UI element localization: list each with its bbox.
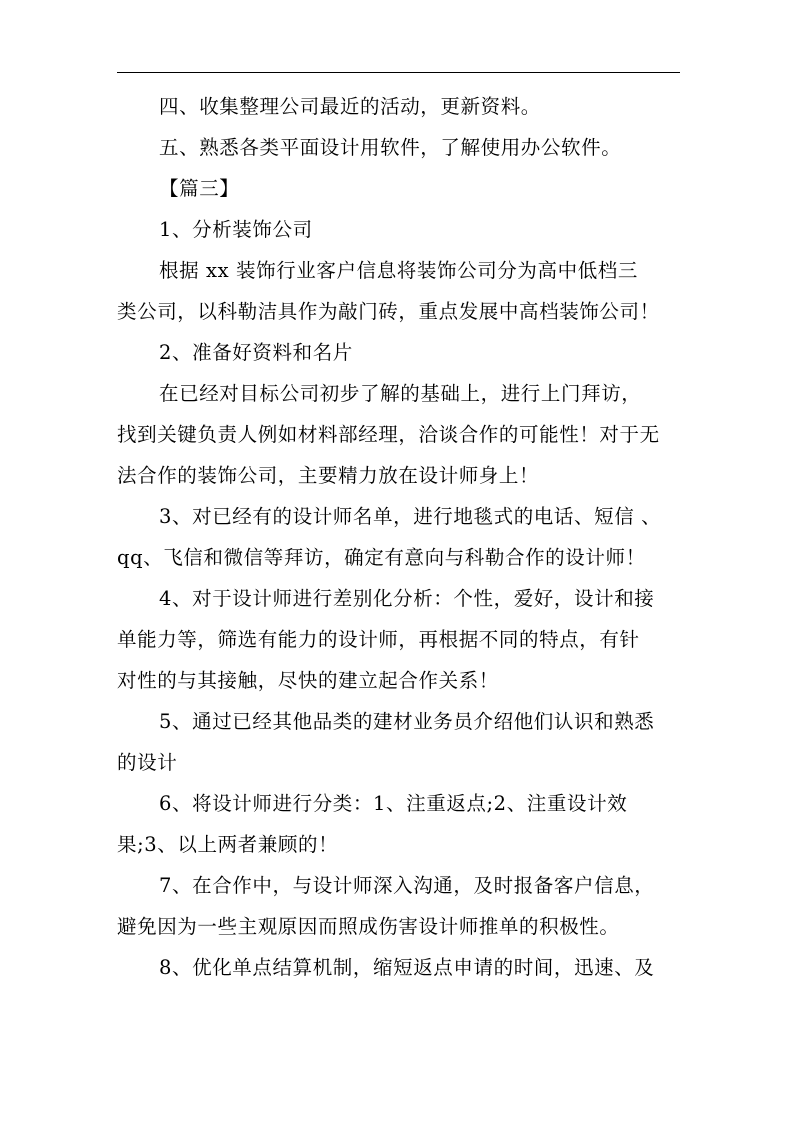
text-line: 3、对已经有的设计师名单，进行地毯式的电话、短信 、	[159, 505, 662, 528]
text-line: 单能力等，筛选有能力的设计师，再根据不同的特点，有针	[117, 628, 640, 651]
text-line: 根据 xx 装饰行业客户信息将装饰公司分为高中低档三	[159, 259, 638, 282]
text-line: 找到关键负责人例如材料部经理，洽谈合作的可能性！对于无	[117, 423, 660, 446]
text-line: 五、熟悉各类平面设计用软件，了解使用办公软件。	[159, 136, 622, 159]
text-line: 果;3、以上两者兼顾的！	[117, 833, 339, 856]
text-line: 的设计	[117, 751, 178, 774]
text-line: 对性的与其接触，尽快的建立起合作关系！	[117, 669, 499, 692]
text-line: 在已经对目标公司初步了解的基础上，进行上门拜访，	[159, 382, 642, 405]
text-line: 8、优化单点结算机制，缩短返点申请的时间，迅速、及	[159, 956, 655, 979]
text-line: 类公司，以科勒洁具作为敲门砖，重点发展中高档装饰公司！	[117, 300, 660, 323]
header-rule	[117, 72, 680, 73]
text-line: 7、在合作中，与设计师深入沟通，及时报备客户信息，	[159, 874, 655, 897]
section-heading: 【篇三】	[159, 177, 240, 200]
text-line: 法合作的装饰公司，主要精力放在设计师身上！	[117, 464, 540, 487]
text-line: qq、飞信和微信等拜访，确定有意向与科勒合作的设计师！	[117, 546, 646, 569]
text-line: 四、收集整理公司最近的活动，更新资料。	[159, 95, 541, 118]
text-line: 避免因为一些主观原因而照成伤害设计师推单的积极性。	[117, 915, 620, 938]
text-line: 5、通过已经其他品类的建材业务员介绍他们认识和熟悉	[159, 710, 655, 733]
text-line: 4、对于设计师进行差别化分析：个性，爱好，设计和接	[159, 587, 655, 610]
text-line: 1、分析装饰公司	[159, 218, 313, 241]
document-body	[117, 86, 680, 988]
text-line: 6、将设计师进行分类：1、注重返点;2、注重设计效	[159, 792, 628, 815]
text-line: 2、准备好资料和名片	[159, 341, 353, 364]
